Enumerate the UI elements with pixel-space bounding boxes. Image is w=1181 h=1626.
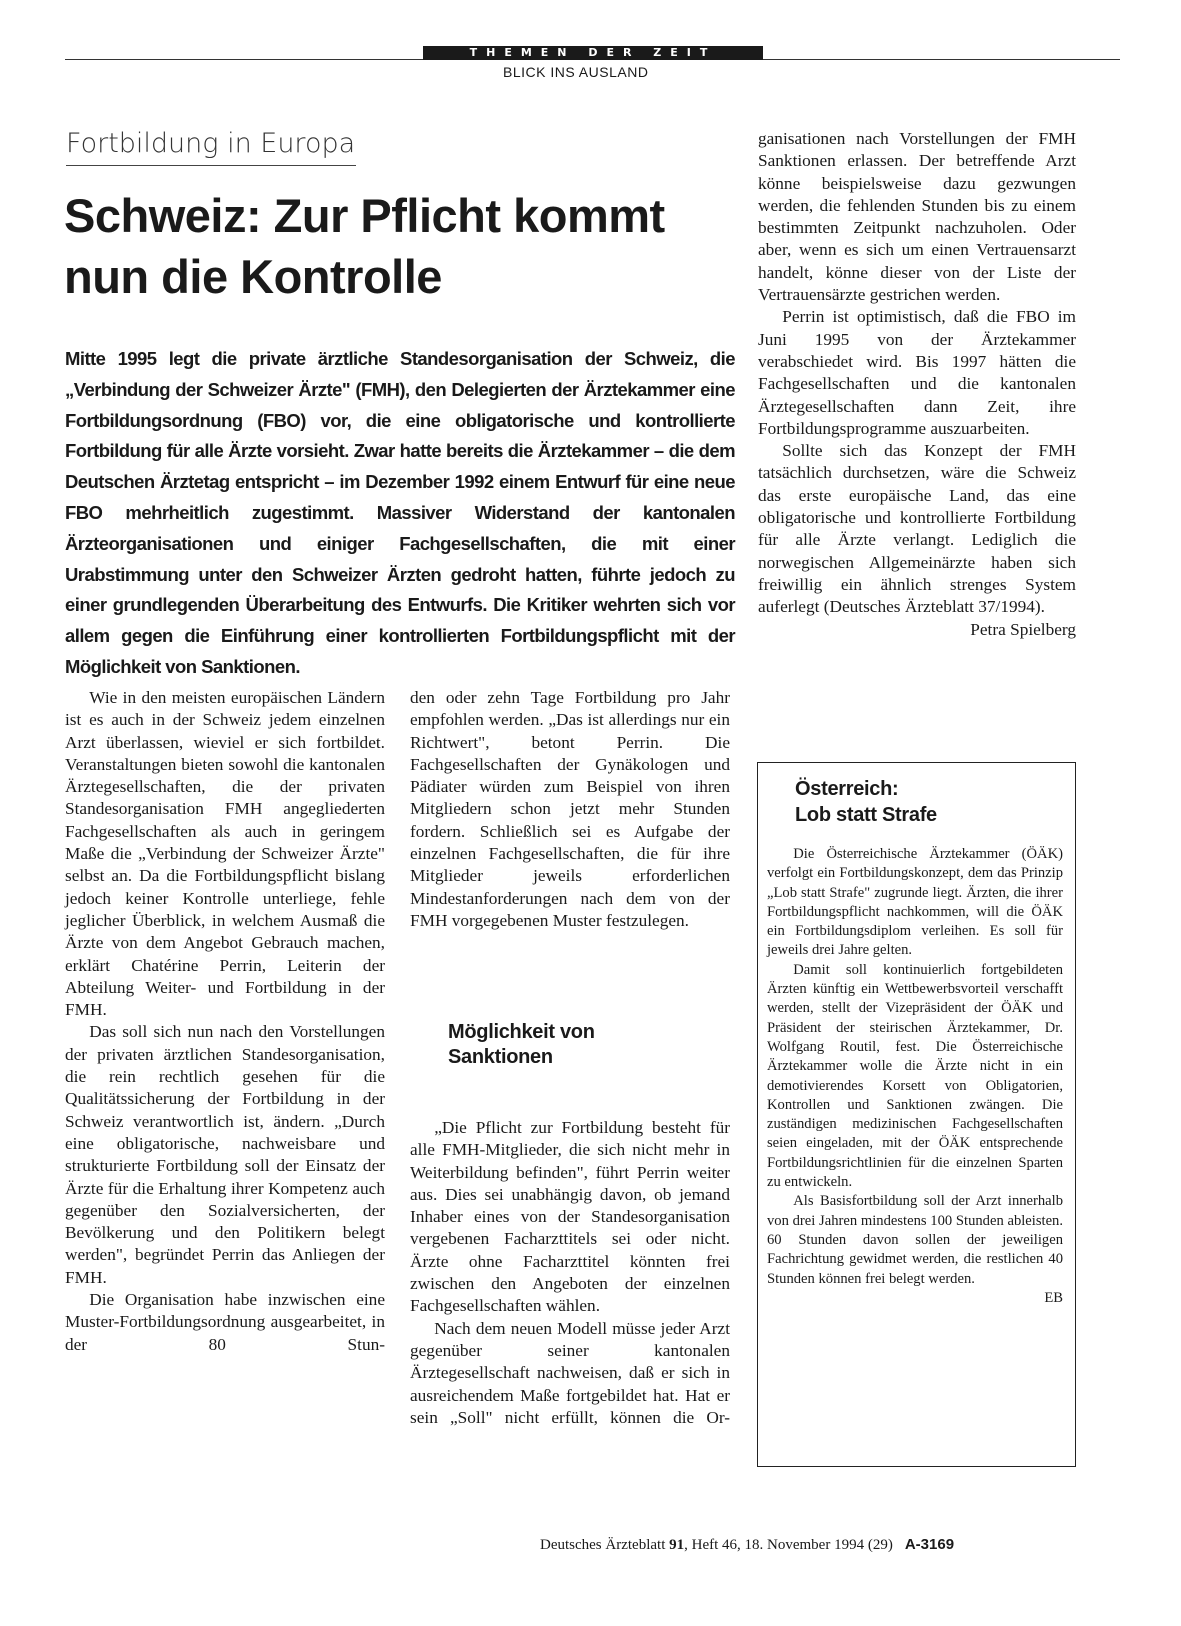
headline bbox=[64, 185, 754, 307]
journal-volume: 91 bbox=[669, 1537, 685, 1553]
body-column-2-top bbox=[410, 687, 730, 932]
headline-line-1: Schweiz: Zur Pflicht kommt bbox=[64, 189, 665, 242]
journal-name: Deutsches Ärzteblatt bbox=[540, 1537, 666, 1553]
issue-info: , Heft 46, 18. November 1994 (29) bbox=[684, 1537, 893, 1553]
body-column-3 bbox=[758, 128, 1076, 641]
body-paragraph: Das soll sich nun nach den Vorstellungen der privaten ärztlichen Standesorganisation, die rein rechtlich gesehen für die Qualitätssicherung der Fortbildung in der Schweiz verantwortlich ist, ändern. „Durch eine obligatorische, nachweisbare und strukturierte Fortbildung soll der Einsatz der Ärzte für die Erhaltung ihrer Kompetenz auch gegenüber den Sozialversicherten, der Bevölkerung und den Politikern belegt werden", begründet Perrin das Anliegen der FMH. bbox=[65, 1022, 385, 1287]
body-paragraph: „Die Pflicht zur Fortbildung besteht für alle FMH-Mitglieder, die sich nicht mehr in Weiterbildung befinden", führt Perrin weiter aus. Dies sei unabhängig davon, ob jemand Inhaber eines von der Standesorganisation vergebenen Facharzttitels sei oder nicht. Ärzte ohne Facharzttitel könnten frei zwischen den Angeboten der einzelnen Fachgesellschaften wählen. bbox=[410, 1118, 730, 1316]
section-band: THEMEN DER ZEIT bbox=[423, 46, 763, 60]
headline-line-2: nun die Kontrolle bbox=[64, 250, 442, 303]
sidebar-title bbox=[795, 776, 1055, 828]
page-number: A-3169 bbox=[904, 1536, 955, 1553]
author-signature: Petra Spielberg bbox=[970, 619, 1076, 639]
body-paragraph: Wie in den meisten europäischen Ländern ist es auch in der Schweiz jedem einzelnen Arzt überlassen, wieviel er sich fortbildet. Veranstaltungen bieten sowohl die kantonalen Ärztegesellschaften, die der privaten Standesorganisation FMH angegliederten Fachgesellschaften als auch in geringem Maße die „Verbindung der Schweizer Ärzte" selbst an. Da die Fortbildungspflicht bislang jedoch keiner Kontrolle unterliege, fehle jeglicher Überblick, in welchem Ausmaß die Ärzte von dem Angebot Gebrauch machen, erklärt Chatérine Perrin, Leiterin der Abteilung Weiter- und Fortbildung in der FMH. bbox=[65, 688, 385, 1020]
subheading-line-2: Sanktionen bbox=[448, 1046, 553, 1068]
sidebar-paragraph: Als Basisfortbildung soll der Arzt innerhalb von drei Jahren mindestens 100 Stunden ableisten. 60 Stunden davon sollen der jeweiligen Fachrichtung gewidmet werden, die restlichen 40 Stunden können frei belegt werden. bbox=[767, 1193, 1063, 1287]
subheading bbox=[448, 1020, 708, 1070]
sidebar-paragraph: Die Österreichische Ärztekammer (ÖÄK) verfolgt ein Fortbildungskonzept, dem das Prinzip „Lob statt Strafe" zugrunde liegt. Ärzten, die ihrer Fortbildungspflicht nachkommen, will die ÖÄK ein Fortbildungsdiplom verleihen. Es soll für jeweils drei Jahre gelten. bbox=[767, 846, 1063, 959]
sidebar-title-line-1: Österreich: bbox=[795, 778, 899, 800]
page-footer bbox=[540, 1536, 1080, 1554]
subheading-line-1: Möglichkeit von bbox=[448, 1021, 595, 1043]
lead-paragraph: Mitte 1995 legt die private ärztliche Standesorganisation der Schweiz, die „Verbindung der Schweizer Ärzte" (FMH), den Delegierten der Ärztekammer eine Fortbildungsordnung (FBO) vor, die eine obligatorische und kontrollierte Fortbildung für alle Ärzte vorsieht. Zwar hatte bereits die Ärztekammer – die dem Deutschen Ärztetag entspricht – im Dezember 1992 einem Entwurf für eine neue FBO mehrheitlich zugestimmt. Massiver Widerstand der kantonalen Ärzteorganisationen und einiger Fachgesellschaften, die mit einer Urabstimmung unter den Schweizer Ärzten gedroht hatten, führte jedoch zu einer grundlegenden Überarbeitung des Entwurfs. Die Kritiker wehrten sich vor allem gegen die Einführung einer kontrollierten Fortbildungspflicht mit der Möglichkeit von Sanktionen. bbox=[65, 348, 735, 677]
section-label: BLICK INS AUSLAND bbox=[503, 64, 649, 80]
body-paragraph: den oder zehn Tage Fortbildung pro Jahr empfohlen werden. „Das ist allerdings nur ein Richtwert", betont Perrin. Die Fachgesellschaften der Gynäkologen und Pädiater würden zum Beispiel von ihren Mitgliedern schon jetzt mehr Stunden fordern. Schließlich sei es Aufgabe der einzelnen Fachgesellschaften, die für ihre Mitglieder jeweils erforderlichen Mindestanforderungen nach dem von der FMH vorgegebenen Muster festzulegen. bbox=[410, 688, 730, 930]
sidebar-paragraph: Damit soll kontinuierlich fortgebildeten Ärzten künftig ein Wettbewerbsvorteil verschafft werden, stellt der Vizepräsident der ÖÄK und Präsident der steirischen Ärztekammer, Dr. Wolfgang Routil, fest. Die Österreichische Ärztekammer wolle die Ärzte nicht in ein demotivierendes Korsett von Obligatorien, Kontrollen und Sanktionen zwängen. Die zuständigen medizinischen Fachgesellschaften seien eingeladen, mit der ÖÄK entsprechende Fortbildungsrichtlinien für die einzelnen Sparten zu entwickeln. bbox=[767, 961, 1063, 1191]
sidebar-signature: EB bbox=[1044, 1289, 1063, 1306]
kicker-underline bbox=[66, 165, 356, 166]
body-paragraph-text: Sollte sich das Konzept der FMH tatsächlich durchsetzen, wäre die Schweiz das erste europäische Land, das eine obligatorische und kontrollierte Fortbildung für alle Ärzte verlangt. Lediglich die norwegischen Allgemeinärzte haben sich freiwillig ein ähnlich strenges System auferlegt (Deutsches Ärzteblatt 37/1994). bbox=[758, 441, 1076, 617]
body-paragraph: Die Organisation habe inzwischen eine Muster-Fortbildungsordnung ausgearbeitet, in der 80 Stun- bbox=[65, 1290, 385, 1354]
sidebar-text bbox=[767, 845, 1063, 1308]
body-paragraph bbox=[758, 440, 1076, 639]
body-column-1 bbox=[65, 687, 385, 1356]
body-column-2-bottom bbox=[410, 1117, 730, 1429]
kicker: Fortbildung in Europa bbox=[66, 128, 356, 159]
body-paragraph: ganisationen nach Vorstellungen der FMH Sanktionen erlassen. Der betreffende Arzt könne beispielsweise dazu gezwungen werden, die fehlenden Stunden bis zu einem bestimmten Zeitpunkt nachzuholen. Oder aber, wenn es sich um einen Vertrauensarzt handelt, könne dieser von der Liste der Vertrauensärzte gestrichen werden. bbox=[758, 129, 1076, 305]
body-paragraph: Perrin ist optimistisch, daß die FBO im Juni 1995 von der Ärztekammer verabschiedet wird. Bis 1997 hätten die Fachgesellschaften und die kantonalen Ärztegesellschaften dann Zeit, ihre Fortbildungsprogramme auszuarbeiten. bbox=[758, 307, 1076, 438]
body-paragraph: Nach dem neuen Modell müsse jeder Arzt gegenüber seiner kantonalen Ärztegesellschaft nachweisen, daß er sich in ausreichendem Maße fortgebildet hat. Hat er sein „Soll" nicht erfüllt, können die Or- bbox=[410, 1318, 730, 1427]
sidebar-title-line-2: Lob statt Strafe bbox=[795, 804, 937, 826]
